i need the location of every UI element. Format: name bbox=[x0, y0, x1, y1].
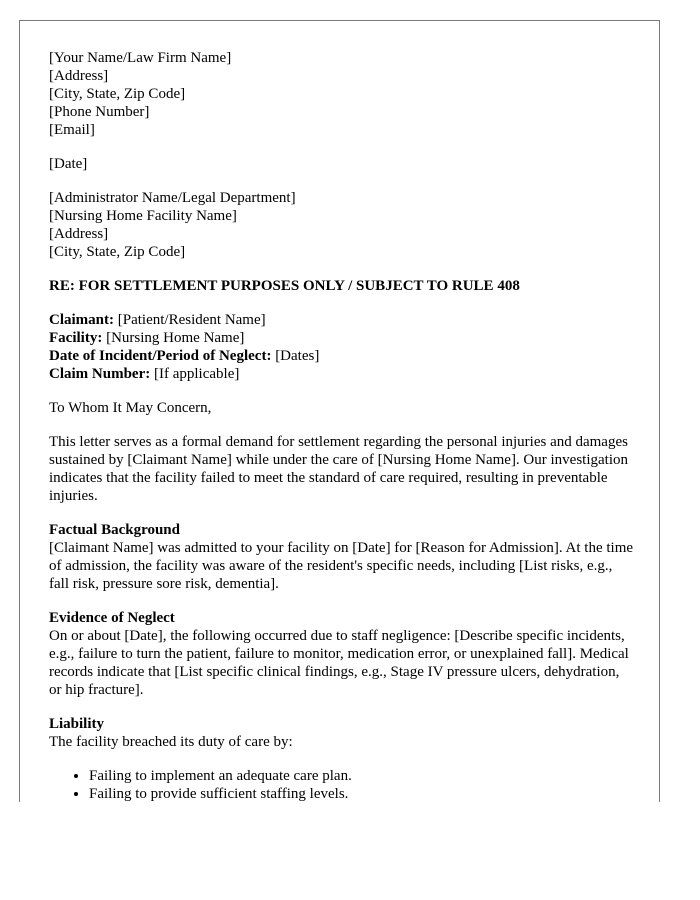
recipient-facility: [Nursing Home Facility Name] bbox=[49, 208, 237, 224]
detail-label: Claimant: bbox=[49, 312, 114, 328]
list-item: • Failing to provide sufficient staffing levels. bbox=[89, 785, 634, 802]
section-body: [Claimant Name] was admitted to your facility on [Date] for [Reason for Admission]. At the time of admission, the facility was aware of the resident's specific needs, including [List risks, e.g., fall risk, pressure sore risk, dementia]. bbox=[49, 540, 634, 592]
intro-paragraph: This letter serves as a formal demand for settlement regarding the personal injuries and damages sustained by [Claimant Name] while under the care of [Nursing Home Name]. Our investigation indicates that the facility failed to meet the standard of care required, resulting in preventable injuries. bbox=[49, 434, 629, 504]
letter-date: [Date] bbox=[49, 156, 88, 172]
liability-list bbox=[49, 767, 634, 802]
detail-facility bbox=[49, 329, 634, 347]
recipient-city: [City, State, Zip Code] bbox=[49, 244, 186, 260]
recipient-name: [Administrator Name/Legal Department] bbox=[49, 190, 296, 206]
detail-label: Facility: bbox=[49, 330, 103, 346]
detail-claim-number bbox=[49, 365, 634, 383]
sender-email: [Email] bbox=[49, 122, 95, 138]
recipient-block bbox=[49, 189, 634, 261]
re-line: RE: FOR SETTLEMENT PURPOSES ONLY / SUBJECT TO RULE 408 bbox=[49, 278, 520, 294]
sender-name: [Your Name/Law Firm Name] bbox=[49, 50, 232, 66]
salutation: To Whom It May Concern, bbox=[49, 400, 212, 416]
detail-value: [Nursing Home Name] bbox=[102, 330, 245, 346]
detail-label: Date of Incident/Period of Neglect: bbox=[49, 348, 272, 364]
section-body: The facility breached its duty of care by: bbox=[49, 734, 293, 750]
detail-claimant bbox=[49, 311, 634, 329]
detail-value: [Dates] bbox=[271, 348, 320, 364]
list-item: • Failing to implement an adequate care plan. bbox=[89, 767, 634, 785]
sender-address: [Address] bbox=[49, 68, 109, 84]
sender-phone: [Phone Number] bbox=[49, 104, 150, 120]
section-liability bbox=[49, 715, 634, 751]
section-heading: Evidence of Neglect bbox=[49, 610, 175, 626]
detail-label: Claim Number: bbox=[49, 366, 151, 382]
sender-block bbox=[49, 49, 634, 139]
section-heading: Liability bbox=[49, 716, 105, 732]
section-heading: Factual Background bbox=[49, 522, 180, 538]
letter-page bbox=[19, 20, 660, 802]
letter-content bbox=[49, 49, 634, 802]
sender-city: [City, State, Zip Code] bbox=[49, 86, 186, 102]
recipient-address: [Address] bbox=[49, 226, 109, 242]
section-evidence-of-neglect bbox=[49, 609, 634, 699]
section-factual-background bbox=[49, 521, 634, 593]
section-body: On or about [Date], the following occurred due to staff negligence: [Describe specific incidents, e.g., failure to turn the patient, failure to monitor, medication error, or unexplained fall]. Medical records indicate that [List specific clinical findings, e.g., Stage IV pressure ulcers, dehydration, or hip fracture]. bbox=[49, 628, 629, 698]
detail-value: [Patient/Resident Name] bbox=[114, 312, 266, 328]
detail-value: [If applicable] bbox=[150, 366, 240, 382]
detail-incident-date bbox=[49, 347, 634, 365]
claim-details bbox=[49, 311, 634, 383]
